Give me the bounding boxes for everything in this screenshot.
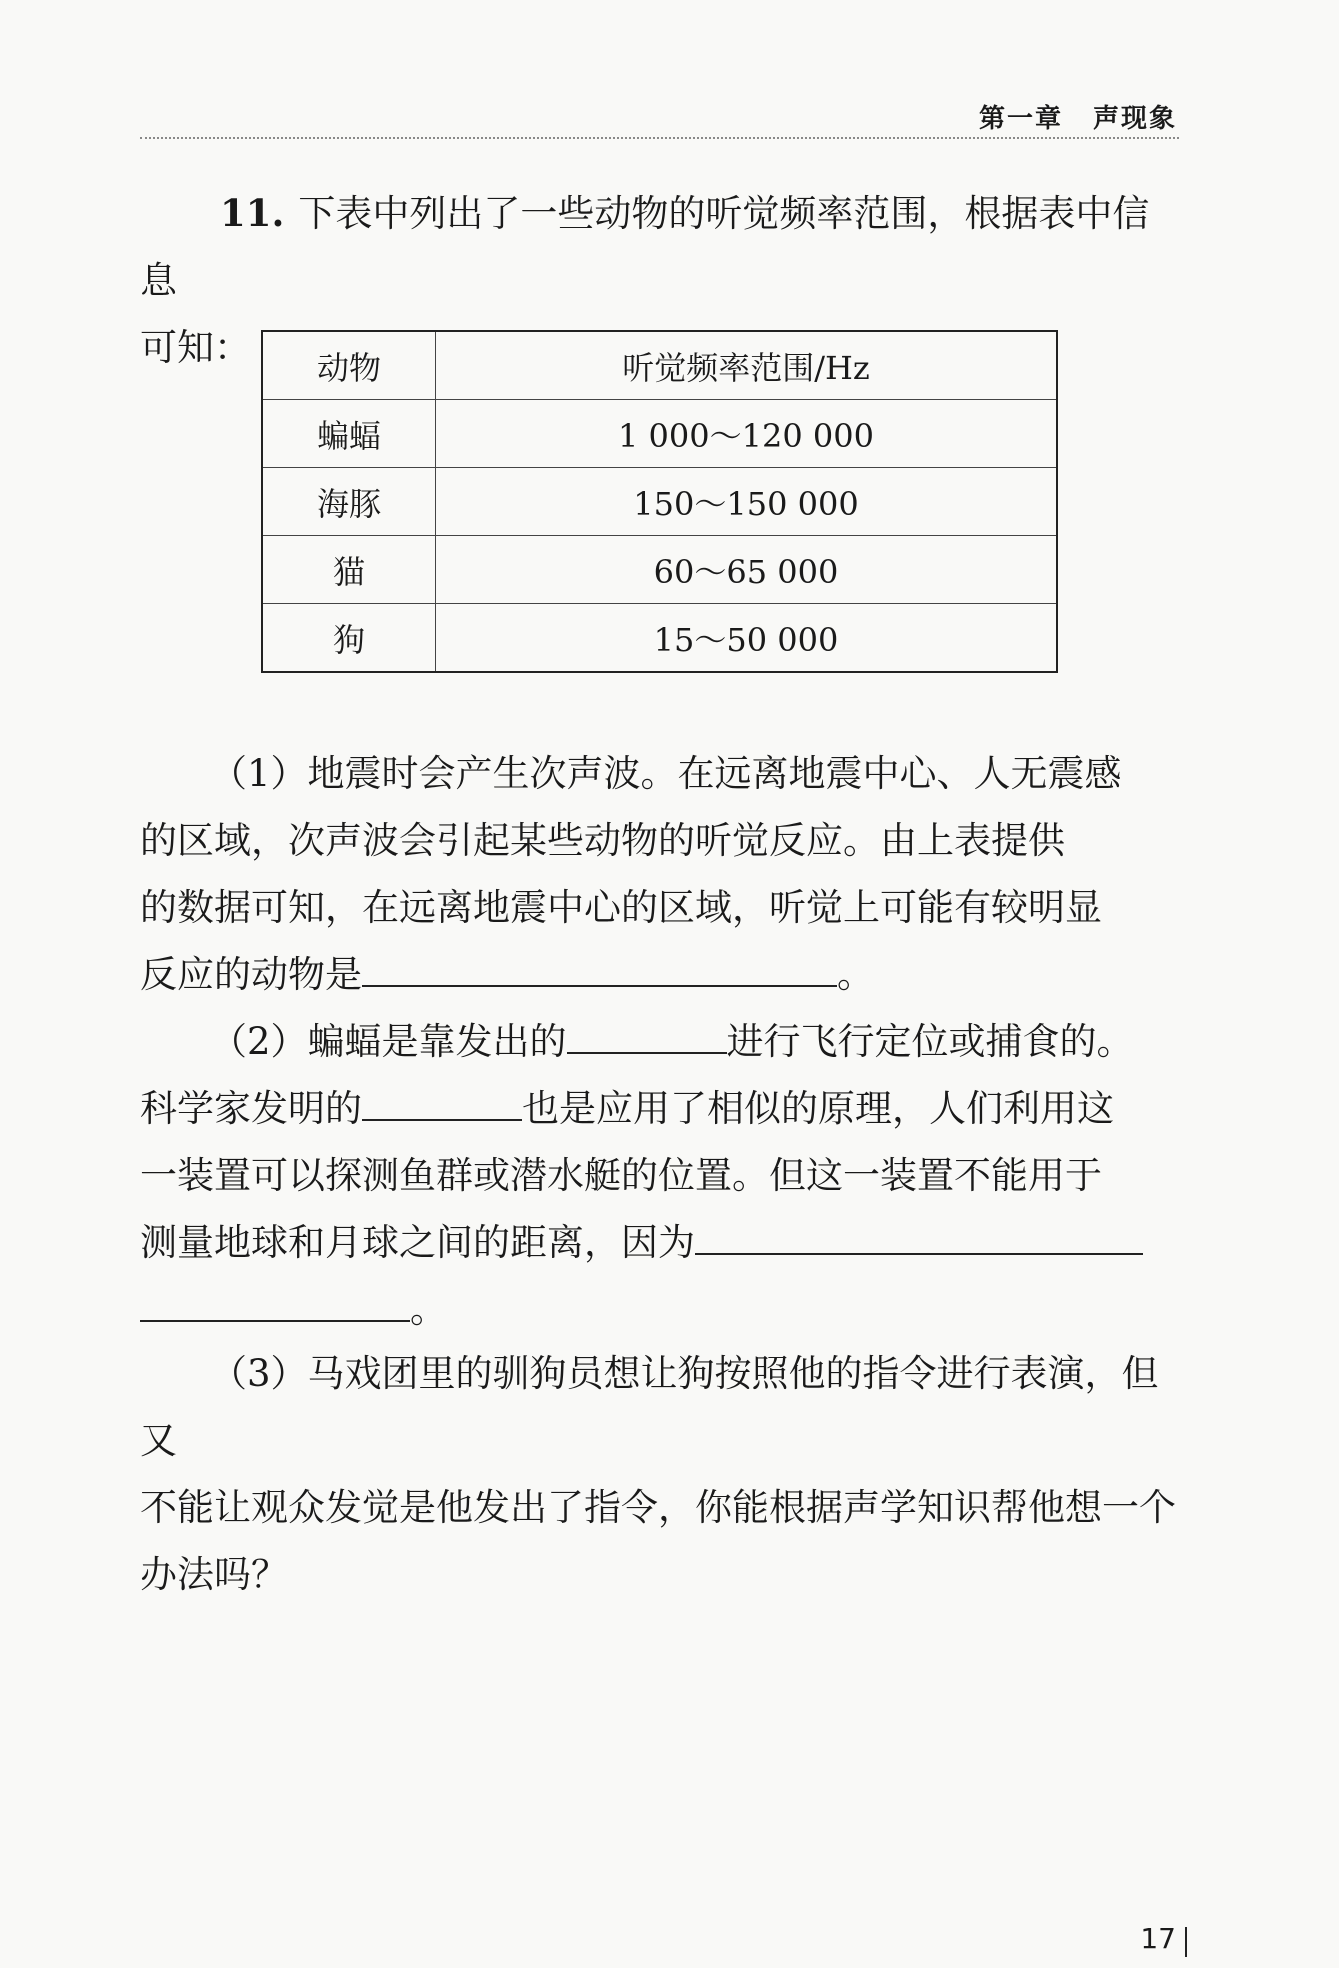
part2-line1-a: （2）蝙蝠是靠发出的 xyxy=(210,1020,567,1063)
table-cell-animal: 海豚 xyxy=(262,468,436,536)
part2-text xyxy=(140,1008,1180,1343)
part1-line4: 反应的动物是 xyxy=(140,953,362,996)
chapter-title: 声现象 xyxy=(1092,104,1177,134)
table-cell-range: 150～150 000 xyxy=(436,468,1058,536)
header-divider xyxy=(140,137,1179,139)
part1-line2: 的区域，次声波会引起某些动物的听觉反应。由上表提供 xyxy=(140,819,1065,862)
part1-line1: （1）地震时会产生次声波。在远离地震中心、人无震感 xyxy=(210,752,1122,795)
part1-line3: 的数据可知，在远离地震中心的区域，听觉上可能有较明显 xyxy=(140,886,1102,929)
table-row xyxy=(262,536,1057,604)
table-cell-range: 1 000～120 000 xyxy=(436,400,1058,468)
part2-line4: 测量地球和月球之间的距离，因为 xyxy=(140,1221,695,1264)
question-number: 11. xyxy=(220,191,285,235)
part3-line3: 办法吗？ xyxy=(140,1553,288,1596)
table-cell-animal: 猫 xyxy=(262,536,436,604)
question-intro-line1: 下表中列出了一些动物的听觉频率范围，根据表中信息 xyxy=(140,192,1150,302)
chapter-label: 第一章 xyxy=(978,104,1063,134)
part2-line2-b: 也是应用了相似的原理，人们利用这 xyxy=(522,1087,1114,1130)
page-number: 17 xyxy=(1140,1922,1176,1955)
part3-line1: （3）马戏团里的驯狗员想让狗按照他的指令进行表演，但又 xyxy=(140,1352,1159,1462)
table-cell-range: 60～65 000 xyxy=(436,536,1058,604)
running-header xyxy=(979,98,1177,135)
answer-blank-2[interactable] xyxy=(567,1008,727,1054)
page-number-bar xyxy=(1185,1927,1187,1957)
hearing-range-table xyxy=(261,330,1058,673)
part2-line3: 一装置可以探测鱼群或潜水艇的位置。但这一装置不能用于 xyxy=(140,1154,1102,1197)
table-header-range: 听觉频率范围/Hz xyxy=(436,331,1058,400)
part2-line1-b: 进行飞行定位或捕食的。 xyxy=(726,1020,1134,1063)
part3-line2: 不能让观众发觉是他发出了指令，你能根据声学知识帮他想一个 xyxy=(140,1486,1176,1529)
part3-text xyxy=(140,1340,1180,1608)
question-intro-line2: 可知： xyxy=(140,326,251,369)
part2-line5-end: 。 xyxy=(410,1288,447,1331)
table-header-row xyxy=(262,331,1057,400)
part1-text xyxy=(140,740,1180,1008)
table-header-animal: 动物 xyxy=(262,331,436,400)
table-row xyxy=(262,604,1057,673)
answer-blank-3[interactable] xyxy=(362,1075,522,1121)
table-cell-animal: 蝙蝠 xyxy=(262,400,436,468)
part1-line4-end: 。 xyxy=(837,953,874,996)
answer-blank-1[interactable] xyxy=(362,941,837,987)
answer-blank-4[interactable] xyxy=(695,1209,1143,1255)
part2-line2-a: 科学家发明的 xyxy=(140,1087,362,1130)
table-row xyxy=(262,400,1057,468)
table-cell-animal: 狗 xyxy=(262,604,436,673)
table-row xyxy=(262,468,1057,536)
answer-blank-5[interactable] xyxy=(140,1276,410,1322)
table-cell-range: 15～50 000 xyxy=(436,604,1058,673)
